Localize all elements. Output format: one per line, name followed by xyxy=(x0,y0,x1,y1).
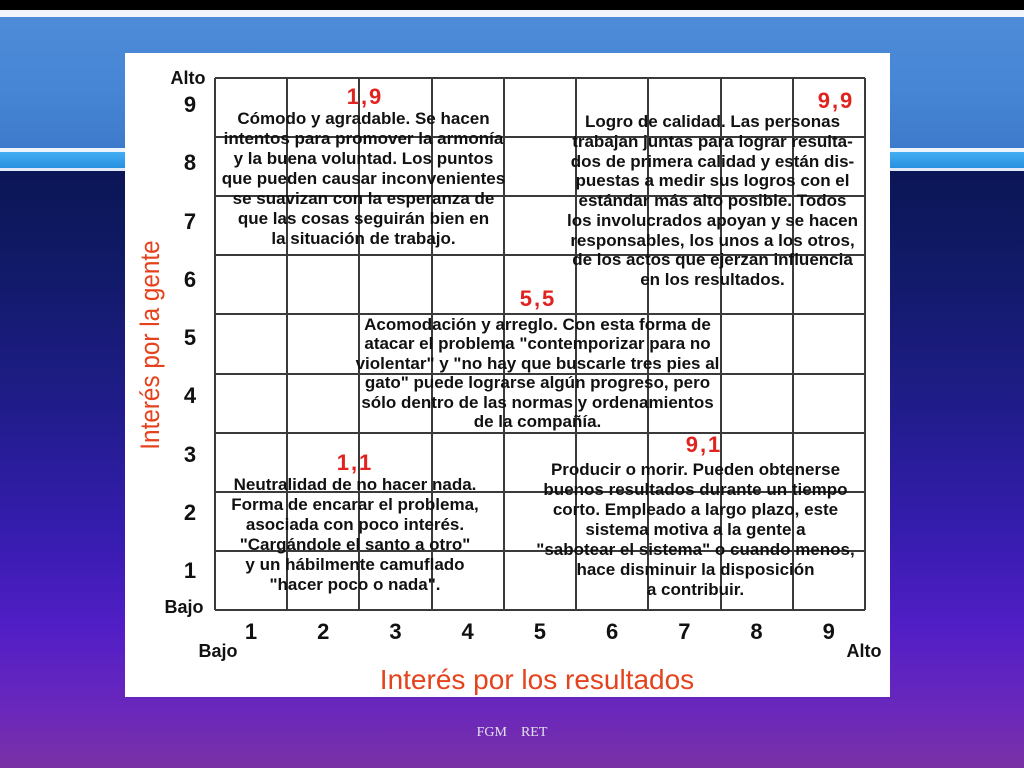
y-tick-label: 6 xyxy=(183,266,197,292)
style-text-line: sólo dentro de las normas y ordenamientos xyxy=(361,392,714,412)
y-tick-label: 8 xyxy=(183,150,197,176)
style-coordinate-label: 9,1 xyxy=(685,432,723,457)
y-tick-label: 3 xyxy=(183,441,197,467)
style-text-line: trabajan juntas para lograr resulta- xyxy=(572,131,853,151)
x-axis-high-label: Alto xyxy=(846,641,882,661)
x-tick-label: 4 xyxy=(461,619,474,644)
style-text-line: atacar el problema "contemporizar para no xyxy=(364,334,711,354)
style-text-line: corto. Empleado a largo plazo, este xyxy=(552,500,839,519)
style-text-line: puestas a medir sus logros con el xyxy=(575,171,850,191)
style-text-line: de la compañía. xyxy=(473,411,602,431)
x-tick-label: 5 xyxy=(533,619,546,644)
top-white-line xyxy=(0,10,1024,17)
style-text-line: sistema motiva a la gente a xyxy=(585,520,806,539)
y-tick-label: 1 xyxy=(183,558,197,583)
x-tick-label: 9 xyxy=(822,619,835,644)
style-text-line: "hacer poco o nada". xyxy=(269,575,441,594)
style-text-line: de los actos que ejerzan influencia xyxy=(572,250,853,270)
style-text-line: intentos para promover la armonía xyxy=(223,129,504,148)
x-tick-label: 8 xyxy=(750,619,763,644)
style-text-line: que pueden causar inconvenientes xyxy=(221,169,506,188)
style-text-line: hace disminuir la disposición xyxy=(576,560,815,579)
style-text-line: gato" puede lograrse algún progreso, pero xyxy=(364,373,711,393)
style-description xyxy=(560,112,865,290)
style-text-line: asociada con poco interés. xyxy=(245,515,465,534)
y-tick-label: 4 xyxy=(183,383,197,409)
style-text-line: en los resultados. xyxy=(640,270,785,289)
style-text-line: Forma de encarar el problema, xyxy=(231,495,479,514)
x-tick-label: 1 xyxy=(244,619,258,644)
style-description xyxy=(528,460,863,600)
x-tick-label: 2 xyxy=(317,619,330,644)
style-text-line: Producir o morir. Pueden obtenerse xyxy=(550,460,841,479)
x-tick-label: 7 xyxy=(678,619,691,644)
style-text-line: "Cargándole el santo a otro" xyxy=(239,535,471,554)
x-axis-title: Interés por los resultados xyxy=(379,664,695,695)
style-coordinate-label: 9,9 xyxy=(817,88,855,113)
style-text-line: a contribuir. xyxy=(646,580,745,599)
y-axis-low-label: Bajo xyxy=(164,597,204,617)
y-tick-label: 9 xyxy=(183,92,197,117)
slide-footer: FGM RET xyxy=(476,725,548,740)
style-description xyxy=(216,109,511,249)
style-description xyxy=(215,475,495,595)
style-text-line: "sabotear el sistema" o cuando menos, xyxy=(536,540,855,559)
style-text-line: y un hábilmente camuflado xyxy=(245,555,465,574)
style-text-line: buenos resultados durante un tiempo xyxy=(543,480,848,499)
y-tick-label: 5 xyxy=(183,325,197,350)
x-tick-label: 3 xyxy=(389,619,402,644)
style-text-line: y la buena voluntad. Los puntos xyxy=(233,149,494,168)
style-text-line: violentar" y "no hay que buscarle tres pies al xyxy=(355,353,720,373)
style-text-line: estándar más alto posible. Todos xyxy=(578,191,847,210)
style-text-line: dos de primera calidad y están dis- xyxy=(570,151,855,171)
top-black-bar xyxy=(0,0,1024,10)
style-text-line: se suavizan con la esperanza de xyxy=(232,189,495,208)
y-axis-title: Interés por la gente xyxy=(135,240,165,450)
style-text-line: los involucrados apoyan y se hacen xyxy=(567,210,858,230)
style-text-line: Neutralidad de no hacer nada. xyxy=(233,475,477,494)
style-coordinate-label: 1,9 xyxy=(346,84,384,109)
style-text-line: responsables, los unos a los otros, xyxy=(570,230,855,250)
style-text-line: la situación de trabajo. xyxy=(271,229,456,248)
style-coordinate-label: 5,5 xyxy=(519,286,557,311)
style-text-line: Cómodo y agradable. Se hacen xyxy=(237,109,490,128)
x-tick-label: 6 xyxy=(605,619,619,644)
style-text-line: Logro de calidad. Las personas xyxy=(584,112,841,131)
style-text-line: Acomodación y arreglo. Con esta forma de xyxy=(364,315,711,334)
x-axis-low-label: Bajo xyxy=(198,641,238,661)
style-description xyxy=(350,315,725,431)
y-tick-label: 7 xyxy=(183,208,197,234)
y-tick-label: 2 xyxy=(183,499,197,525)
style-text-line: que las cosas seguirán bien en xyxy=(237,209,490,228)
y-axis-high-label: Alto xyxy=(170,68,206,88)
style-coordinate-label: 1,1 xyxy=(336,450,374,475)
grid-figure xyxy=(125,53,890,697)
